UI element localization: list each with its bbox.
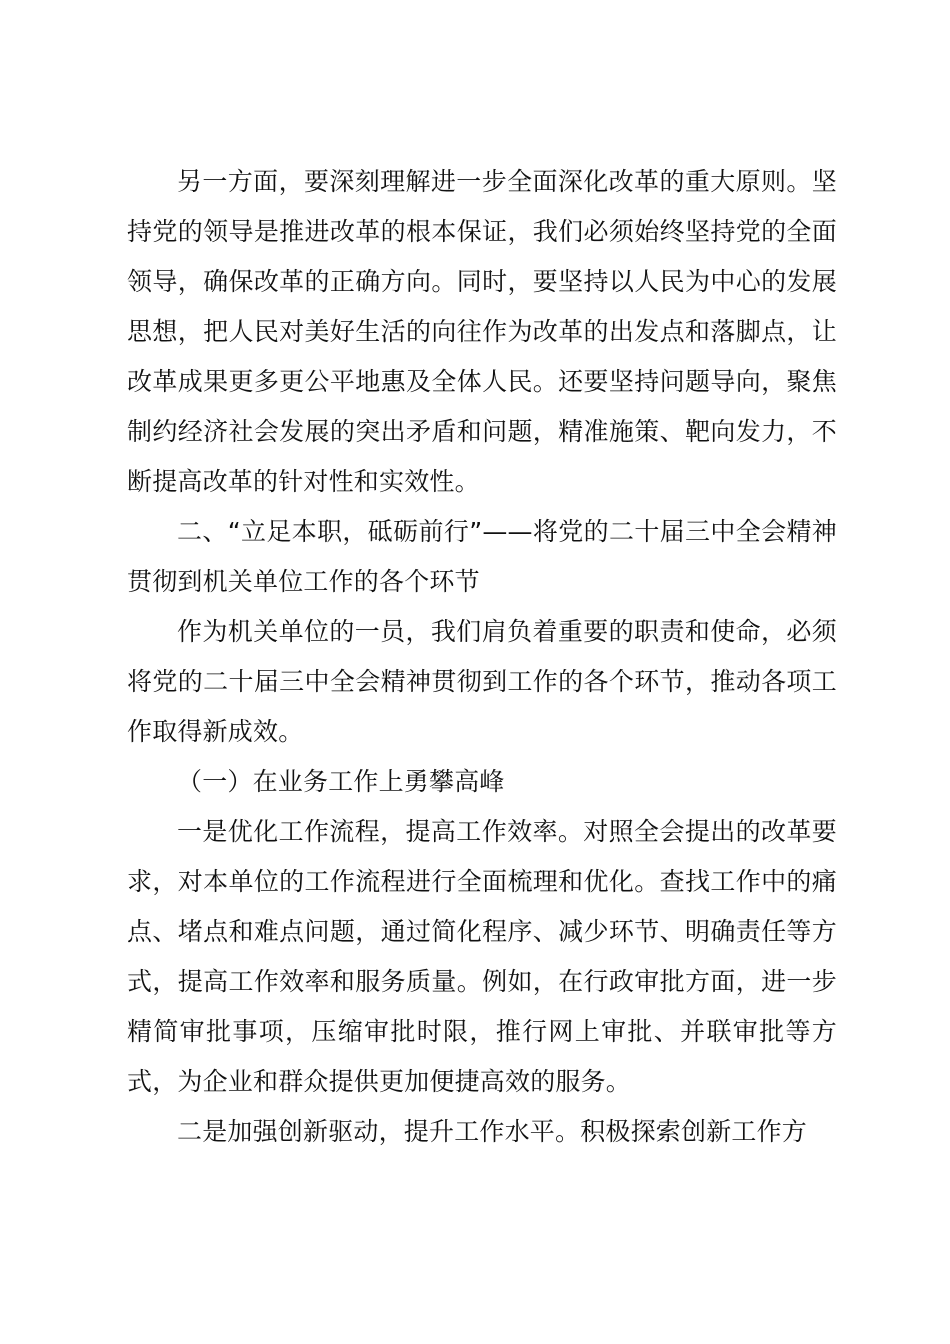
- paragraph-reform-principles: 另一方面，要深刻理解进一步全面深化改革的重大原则。坚持党的领导是推进改革的根本保证，我们必须始终坚持党的全面领导，确保改革的正确方向。同时，要坚持以人民为中心的发展思想，把人民对美好生活的向往作为改革的出发点和落脚点，让改革成果更多更公平地惠及全体人民。还要坚持问题导向，聚焦制约经济社会发展的突出矛盾和问题，精准施策、靶向发力，不断提高改革的针对性和实效性。: [127, 167, 837, 496]
- paragraph-duty-mission: 作为机关单位的一员，我们肩负着重要的职责和使命，必须将党的二十届三中全会精神贯彻到工作的各个环节，推动各项工作取得新成效。: [127, 617, 837, 746]
- paragraph-optimize-workflow: 一是优化工作流程，提高工作效率。对照全会提出的改革要求，对本单位的工作流程进行全面梳理和优化。查找工作中的痛点、堵点和难点问题，通过简化程序、减少环节、明确责任等方式，提高工作效率和服务质量。例如，在行政审批方面，进一步精简审批事项，压缩审批时限，推行网上审批、并联审批等方式，为企业和群众提供更加便捷高效的服务。: [127, 817, 837, 1096]
- subsection-heading-one: （一）在业务工作上勇攀高峰: [177, 767, 505, 796]
- section-heading-two: 二、“立足本职，砥砺前行”——将党的二十届三中全会精神贯彻到机关单位工作的各个环节: [127, 517, 837, 596]
- paragraph-innovation-drive: 二是加强创新驱动，提升工作水平。积极探索创新工作方: [177, 1117, 808, 1146]
- document-body: [127, 157, 837, 1157]
